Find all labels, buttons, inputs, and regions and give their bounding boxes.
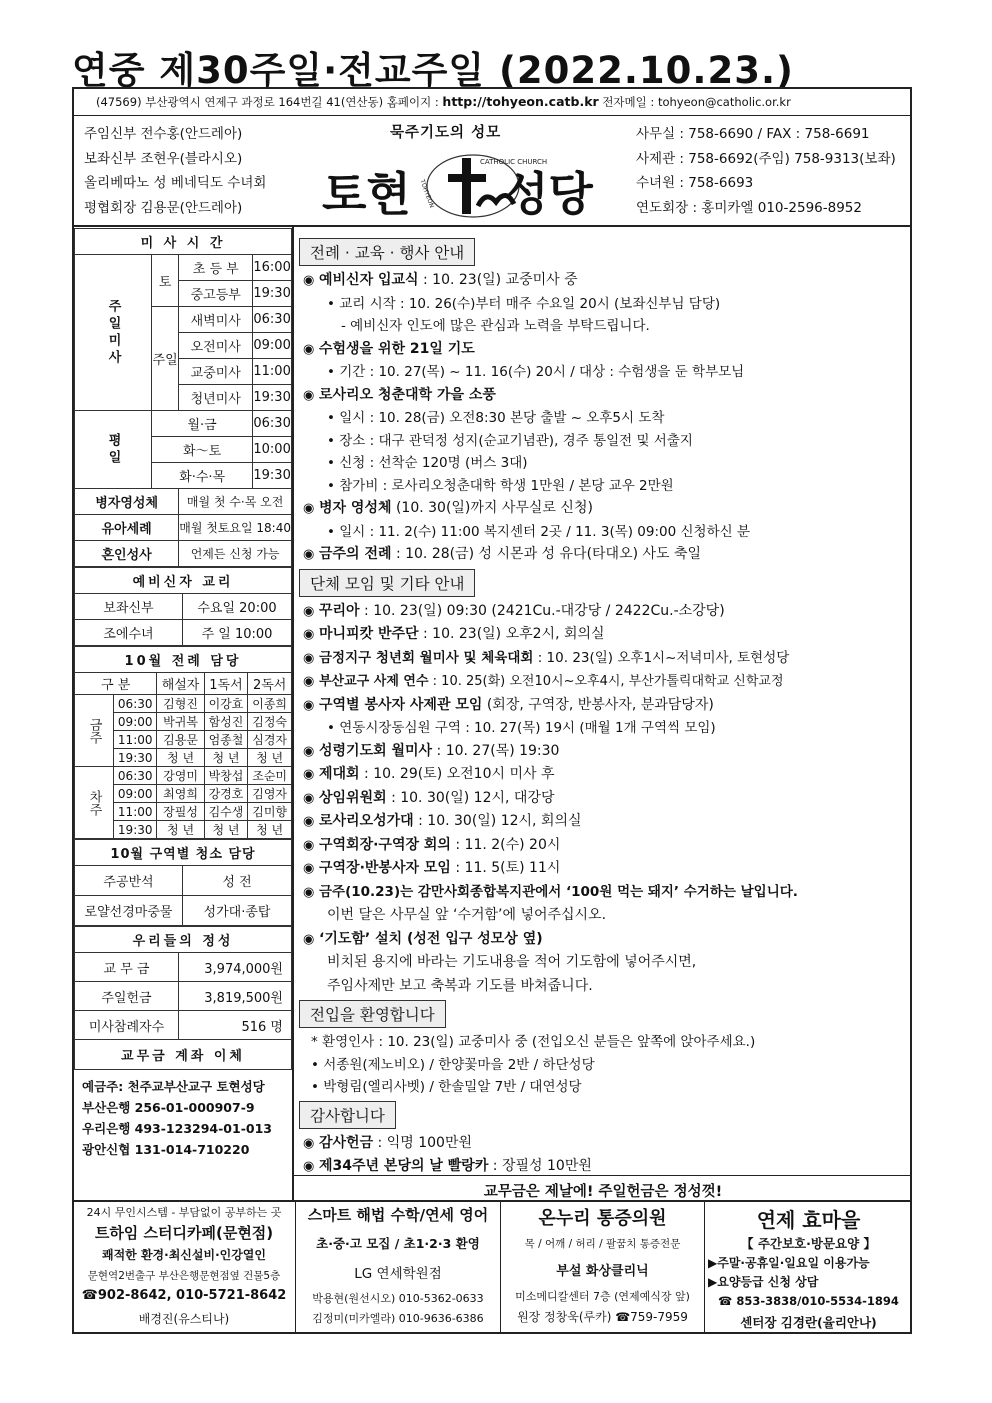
emblem-ring-text: CATHOLIC CHURCH [480, 158, 548, 166]
address-text: (47569) 부산광역시 연제구 과정로 164번길 41(연산동) 홈페이지 : [96, 95, 443, 109]
bullet-icon: ◉ [303, 650, 315, 666]
ad-line: 24시 무인시스템 - 부담없이 공부하는 곳 [86, 1206, 282, 1219]
cleaning-place: 성가대·종탑 [183, 896, 292, 926]
cleaning-area: 로얄선경마중물 [75, 896, 183, 926]
ad-line: 문현역2번출구 부산은행문현점옆 건물5층 [87, 1270, 281, 1282]
ad-line: 【 주간보호·방문요양 】 [740, 1236, 877, 1251]
notice-item: ◉ 수험생을 위한 21일 기도 [297, 338, 907, 362]
notice-sub: • 박형림(엘리사벳) / 한솔밀알 7반 / 대연성당 [311, 1079, 582, 1095]
liturgy-cell: 김수생 [204, 803, 248, 821]
extra-label: 혼인성사 [75, 541, 179, 567]
bullet-icon: ◉ [303, 1135, 315, 1151]
section-header: 전입을 환영합니다 [299, 1000, 446, 1028]
mass-time: 11:00 [253, 359, 292, 385]
notice-item: ◉ 로사리오성가대 : 10. 30(일) 12시, 회의실 [297, 810, 907, 834]
notice-cont: 비치된 용지에 바라는 기도내용을 적어 기도함에 넣어주시면, [327, 954, 697, 970]
bullet-icon: ◉ [303, 837, 315, 853]
ad-line: ☎ 853-3838/010-5534-1894 [718, 1294, 899, 1308]
page-title: 연중 제30주일·전교주일 (2022.10.23.) [72, 49, 794, 92]
saturday-label: 토 [152, 255, 179, 307]
bullet-icon: ◉ [303, 341, 315, 357]
liturgy-cell: 청 년 [157, 749, 204, 767]
offering-label: 주일헌금 [75, 982, 179, 1011]
divider [704, 1202, 705, 1334]
notice-item: ◉ 예비신자 입교식 : 10. 23(일) 교중미사 중 [297, 269, 907, 293]
liturgy-cell: 김정숙 [248, 713, 292, 731]
liturgy-cell: 최영희 [157, 785, 204, 803]
notice-item: ◉ 병자 영성체 (10. 30(일)까지 사무실로 신청) [297, 497, 907, 521]
notice-sub: • 일시 : 10. 28(금) 오전8:30 본당 출발 ~ 오후5시 도착 [327, 410, 665, 426]
liturgy-cell: 09:00 [114, 785, 157, 803]
liturgy-cell: 강경호 [204, 785, 248, 803]
contact-item: 연도회장 : 홍미카엘 010-2596-8952 [636, 199, 862, 216]
ad-line: 박용현(원선시오) 010-5362-0633 [312, 1292, 484, 1305]
ad-line: 부설 화상클리닉 [556, 1264, 649, 1279]
notice-sub: - 예비신자 인도에 많은 관심과 노력을 부탁드립니다. [341, 318, 650, 334]
liturgy-group-label: 차주 [75, 767, 114, 839]
notice-sub: • 교리 시작 : 10. 26(수)부터 매주 수요일 20시 (보좌신부님 담당) [327, 295, 721, 312]
emblem-side-text: TOHYEON [418, 178, 436, 209]
extra-value: 언제든 신청 가능 [179, 541, 292, 567]
bullet-icon: ◉ [303, 627, 315, 642]
notice-item: ◉ 상임위원회 : 10. 30(일) 12시, 대강당 [297, 787, 907, 811]
ad-line: LG 연세학원점 [354, 1266, 442, 1282]
weekday-label: 평일 [75, 411, 152, 489]
bullet-icon: ◉ [303, 931, 315, 947]
bullet-icon: ◉ [303, 743, 315, 759]
cleaning-area: 주공반석 [75, 866, 183, 896]
liturgy-cell: 김용문 [157, 731, 204, 749]
ad-line: 온누리 통증의원 [538, 1208, 667, 1229]
mass-time: 06:30 [253, 411, 292, 437]
liturgy-cell: 11:00 [114, 731, 157, 749]
column-divider [292, 227, 294, 1200]
ad-line: 트하임 스터디카페(문현점) [94, 1224, 274, 1242]
offering-label: 미사참례자수 [75, 1011, 179, 1040]
notice-sub: * 환영인사 : 10. 23(일) 교중미사 중 (전입오신 분들은 앞쪽에 앉아주세요.) [311, 1034, 756, 1050]
section-header: 단체 모임 및 기타 안내 [299, 569, 475, 597]
notice-item: ◉ 구역장·반봉사자 모임 : 11. 5(토) 11시 [297, 857, 907, 881]
notice-cont: 이번 달은 사무실 앞 ‘수거함’에 넣어주십시오. [327, 907, 607, 923]
account-line: 광안신협 131-014-710220 [82, 1142, 250, 1157]
liturgy-cell: 엄종철 [204, 731, 248, 749]
offering-value: 3,974,000원 [179, 953, 292, 982]
offering-header: 우리들의 정성 [75, 927, 292, 953]
ad-line: 원장 정창욱(루카) ☎759-7959 [517, 1310, 688, 1324]
staff-list [84, 122, 266, 220]
liturgy-cell: 강영미 [157, 767, 204, 785]
notice-item: ◉ 꾸리아 : 10. 23(일) 09:30 (2421Cu.-대강당 / 2422Cu.-소강당) [297, 600, 907, 624]
divider [294, 1175, 912, 1176]
account-header: 교무금 계좌 이체 [75, 1040, 292, 1070]
mass-time: 19:30 [253, 385, 292, 411]
mass-name: 화～토 [152, 437, 253, 463]
logo-name-right: 성당 [504, 167, 593, 221]
bullet-icon: ◉ [303, 697, 315, 713]
ad-line: 배경진(유스티나) [138, 1312, 230, 1326]
bullet-icon: ◉ [303, 767, 315, 782]
staff-item: 평협회장 김용문(안드레아) [84, 199, 243, 216]
notice-item: ◉ 감사헌금 : 익명 100만원 [297, 1132, 907, 1156]
notice-item: ◉ ‘기도함’ 설치 (성전 입구 성모상 옆) [297, 928, 907, 952]
contact-list [636, 122, 896, 220]
liturgy-col: 2독서 [248, 673, 292, 695]
catechumen-name: 보좌신부 [75, 594, 183, 620]
ad-line: ▶요양등급 신청 상담 [708, 1275, 819, 1289]
liturgy-group-label: 금주 [75, 695, 114, 767]
notice-item: ◉ 구역별 봉사자 사제관 모임 (회장, 구역장, 반봉사자, 분과담당자) [297, 694, 907, 718]
ad-line: 김정미(미카엘라) 010-9636-6386 [312, 1312, 484, 1325]
liturgy-cell: 09:00 [114, 713, 157, 731]
notice-sub: • 참가비 : 로사리오청춘대학 학생 1만원 / 본당 교우 2만원 [327, 477, 674, 494]
liturgy-cell: 청 년 [157, 821, 204, 839]
notice-item: ◉ 제34주년 본당의 날 빨랑카 : 장필성 10만원 [297, 1155, 907, 1179]
homepage-link[interactable]: http://tohyeon.catb.kr [442, 94, 599, 109]
catechumen-header: 예비신자 교리 [75, 568, 292, 594]
ad-academy [296, 1204, 500, 1330]
liturgy-cell: 11:00 [114, 803, 157, 821]
cleaning-header: 10월 구역별 청소 담당 [75, 840, 292, 866]
extra-label: 유아세례 [75, 515, 179, 541]
notice-area [297, 236, 907, 1179]
liturgy-cell: 함성진 [204, 713, 248, 731]
ad-clinic [501, 1204, 704, 1328]
mass-name: 화·수·목 [152, 463, 253, 489]
liturgy-cell: 청 년 [204, 821, 248, 839]
catechumen-time: 주 일 10:00 [183, 620, 292, 646]
contact-item: 수녀원 : 758-6693 [636, 175, 754, 191]
ad-line: ▶주말·공휴일·일요일 이용가능 [708, 1256, 870, 1270]
logo-name-left: 토현 [322, 167, 411, 221]
divider [72, 225, 912, 227]
mass-time: 09:00 [253, 333, 292, 359]
ad-line: 미소메디칼센터 7층 (연제예식장 앞) [515, 1290, 690, 1303]
mass-name: 청년미사 [179, 385, 253, 411]
notice-sub: • 연동시장동심원 구역 : 10. 27(목) 19시 (매월 1개 구역씩 모임) [327, 720, 716, 736]
notice-item: ◉ 성령기도회 월미사 : 10. 27(목) 19:30 [297, 740, 907, 764]
notice-item: ◉ 로사리오 청춘대학 가을 소풍 [297, 384, 907, 408]
catechumen-name: 조에수녀 [75, 620, 183, 646]
liturgy-cell: 청 년 [204, 749, 248, 767]
liturgy-cell: 심경자 [248, 731, 292, 749]
extra-value: 매월 첫 수·목 오전 [179, 489, 292, 515]
liturgy-cell: 청 년 [248, 821, 292, 839]
liturgy-col: 1독서 [204, 673, 248, 695]
notice-item: ◉ 부산교구 사제 연수 : 10. 25(화) 오전10시~오후4시, 부산가톨릭대학교 신학교정 [297, 670, 907, 694]
mass-header: 미 사 시 간 [75, 229, 292, 255]
ad-study-cafe [74, 1204, 294, 1328]
liturgy-cell: 박귀복 [157, 713, 204, 731]
mass-name: 오전미사 [179, 333, 253, 359]
bullet-icon: ◉ [303, 861, 315, 876]
liturgy-col: 해설자 [157, 673, 204, 695]
liturgy-cell: 김미향 [248, 803, 292, 821]
address-line [96, 94, 791, 110]
liturgy-cell: 19:30 [114, 749, 157, 767]
ad-line: 초·중·고 모집 / 초1·2·3 환영 [316, 1236, 480, 1251]
bullet-icon: ◉ [303, 1159, 315, 1174]
ad-line: 연제 효마을 [756, 1208, 861, 1232]
liturgy-cell: 청 년 [248, 749, 292, 767]
bullet-icon: ◉ [303, 674, 315, 689]
notice-sub: • 신청 : 선착순 120명 (버스 3대) [327, 455, 528, 471]
offering-value: 3,819,500원 [179, 982, 292, 1011]
notice-item: ◉ 제대회 : 10. 29(토) 오전10시 미사 후 [297, 763, 907, 787]
extra-value: 매월 첫토요일 18:40 [179, 515, 292, 541]
mass-name: 새벽미사 [179, 307, 253, 333]
account-info [74, 1070, 292, 1160]
bullet-icon: ◉ [303, 501, 315, 516]
mass-time: 19:30 [253, 281, 292, 307]
account-line: 부산은행 256-01-000907-9 [82, 1100, 255, 1115]
divider [72, 115, 912, 116]
ad-line: 목 / 어깨 / 허리 / 팔꿈치 통증전문 [524, 1238, 681, 1250]
bullet-icon: ◉ [303, 273, 315, 288]
sunday-label: 주일 [152, 307, 179, 411]
cleaning-place: 성 전 [183, 866, 292, 896]
sunday-mass-label: 주일미사 [75, 255, 152, 411]
mass-time: 06:30 [253, 307, 292, 333]
ad-care-center [706, 1204, 911, 1332]
catechumen-time: 수요일 20:00 [183, 594, 292, 620]
account-line: 우리은행 493-123294-01-013 [82, 1121, 272, 1136]
liturgy-cell: 박창섭 [204, 767, 248, 785]
liturgy-cell: 조순미 [248, 767, 292, 785]
ad-line: 스마트 해법 수학/연세 영어 [307, 1206, 489, 1224]
account-line: 예금주: 천주교부산교구 토현성당 [82, 1079, 265, 1094]
mass-name: 교중미사 [179, 359, 253, 385]
bullet-icon: ◉ [303, 884, 315, 900]
section-header: 전례 · 교육 · 행사 안내 [299, 238, 475, 266]
offering-label: 교 무 금 [75, 953, 179, 982]
mass-time: 16:00 [253, 255, 292, 281]
liturgy-col: 구 분 [75, 673, 157, 695]
staff-item: 보좌신부 조현우(블라시오) [84, 150, 243, 167]
ad-line: 쾌적한 환경·최신설비·인강열인 [102, 1248, 266, 1262]
liturgy-cell: 장필성 [157, 803, 204, 821]
divider [72, 1200, 912, 1202]
notice-sub: • 기간 : 10. 27(목) ~ 11. 16(수) 20시 / 대상 : 수험생을 둔 학부모님 [327, 364, 745, 380]
bullet-icon: ◉ [303, 547, 315, 562]
contact-item: 사무실 : 758-6690 / FAX : 758-6691 [636, 126, 870, 142]
liturgy-cell: 06:30 [114, 695, 157, 713]
contact-item: 사제관 : 758-6692(주임) 758-9313(보좌) [636, 150, 896, 167]
liturgy-cell: 이종희 [248, 695, 292, 713]
notice-item: ◉ 금주(10.23)는 감만사회종합복지관에서 ‘100원 먹는 돼지’ 수거하는 날입니다. [297, 881, 907, 905]
notice-sub: • 일시 : 11. 2(수) 11:00 복지센터 2곳 / 11. 3(목) 09:00 신청하신 분 [327, 523, 751, 540]
notice-sub: • 장소 : 대구 관덕정 성지(순교기념관), 경주 통일전 및 서출지 [327, 432, 693, 449]
ad-line: ☎902-8642, 010-5721-8642 [81, 1288, 287, 1303]
staff-item: 올리베따노 성 베네딕도 수녀회 [84, 175, 267, 191]
mass-time: 10:00 [253, 437, 292, 463]
bullet-icon: ◉ [303, 814, 315, 829]
section-header: 감사합니다 [299, 1101, 396, 1129]
notice-item: ◉ 금정지구 청년회 월미사 및 체육대회 : 10. 23(일) 오후1시~저녁미사, 토현성당 [297, 647, 907, 671]
logo-subtitle: 묵주기도의 성모 [390, 125, 502, 141]
extra-label: 병자영성체 [75, 489, 179, 515]
email-text: 전자메일 : tohyeon@catholic.or.kr [598, 95, 791, 109]
bullet-icon: ◉ [303, 387, 315, 403]
mass-time: 19:30 [253, 463, 292, 489]
bullet-icon: ◉ [303, 603, 315, 619]
mass-name: 중고등부 [179, 281, 253, 307]
notice-item: ◉ 구역회장·구역장 회의 : 11. 2(수) 20시 [297, 834, 907, 858]
staff-item: 주임신부 전수홍(안드레아) [84, 126, 243, 142]
left-column [74, 228, 292, 1160]
liturgy-cell: 이강효 [204, 695, 248, 713]
liturgy-header: 10월 전례 담당 [75, 647, 292, 673]
liturgy-cell: 06:30 [114, 767, 157, 785]
bullet-icon: ◉ [303, 790, 315, 806]
liturgy-cell: 19:30 [114, 821, 157, 839]
liturgy-cell: 김형진 [157, 695, 204, 713]
slogan: 교무금은 제날에! 주일헌금은 정성껏! [483, 1184, 723, 1200]
notice-item: ◉ 금주의 전례 : 10. 28(금) 성 시몬과 성 유다(타대오) 사도 축일 [297, 543, 907, 567]
mass-name: 월·금 [152, 411, 253, 437]
notice-sub: • 서종원(제노비오) / 한양꽃마을 2반 / 하단성당 [311, 1056, 595, 1073]
ad-line: 센터장 김경란(율리안나) [740, 1315, 877, 1330]
notice-cont: 주임사제만 보고 축복과 기도를 바쳐줍니다. [327, 977, 593, 994]
offering-value: 516 명 [179, 1011, 292, 1040]
notice-item: ◉ 마니피캇 반주단 : 10. 23(일) 오후2시, 회의실 [297, 623, 907, 647]
mass-name: 초 등 부 [179, 255, 253, 281]
liturgy-cell: 김영자 [248, 785, 292, 803]
